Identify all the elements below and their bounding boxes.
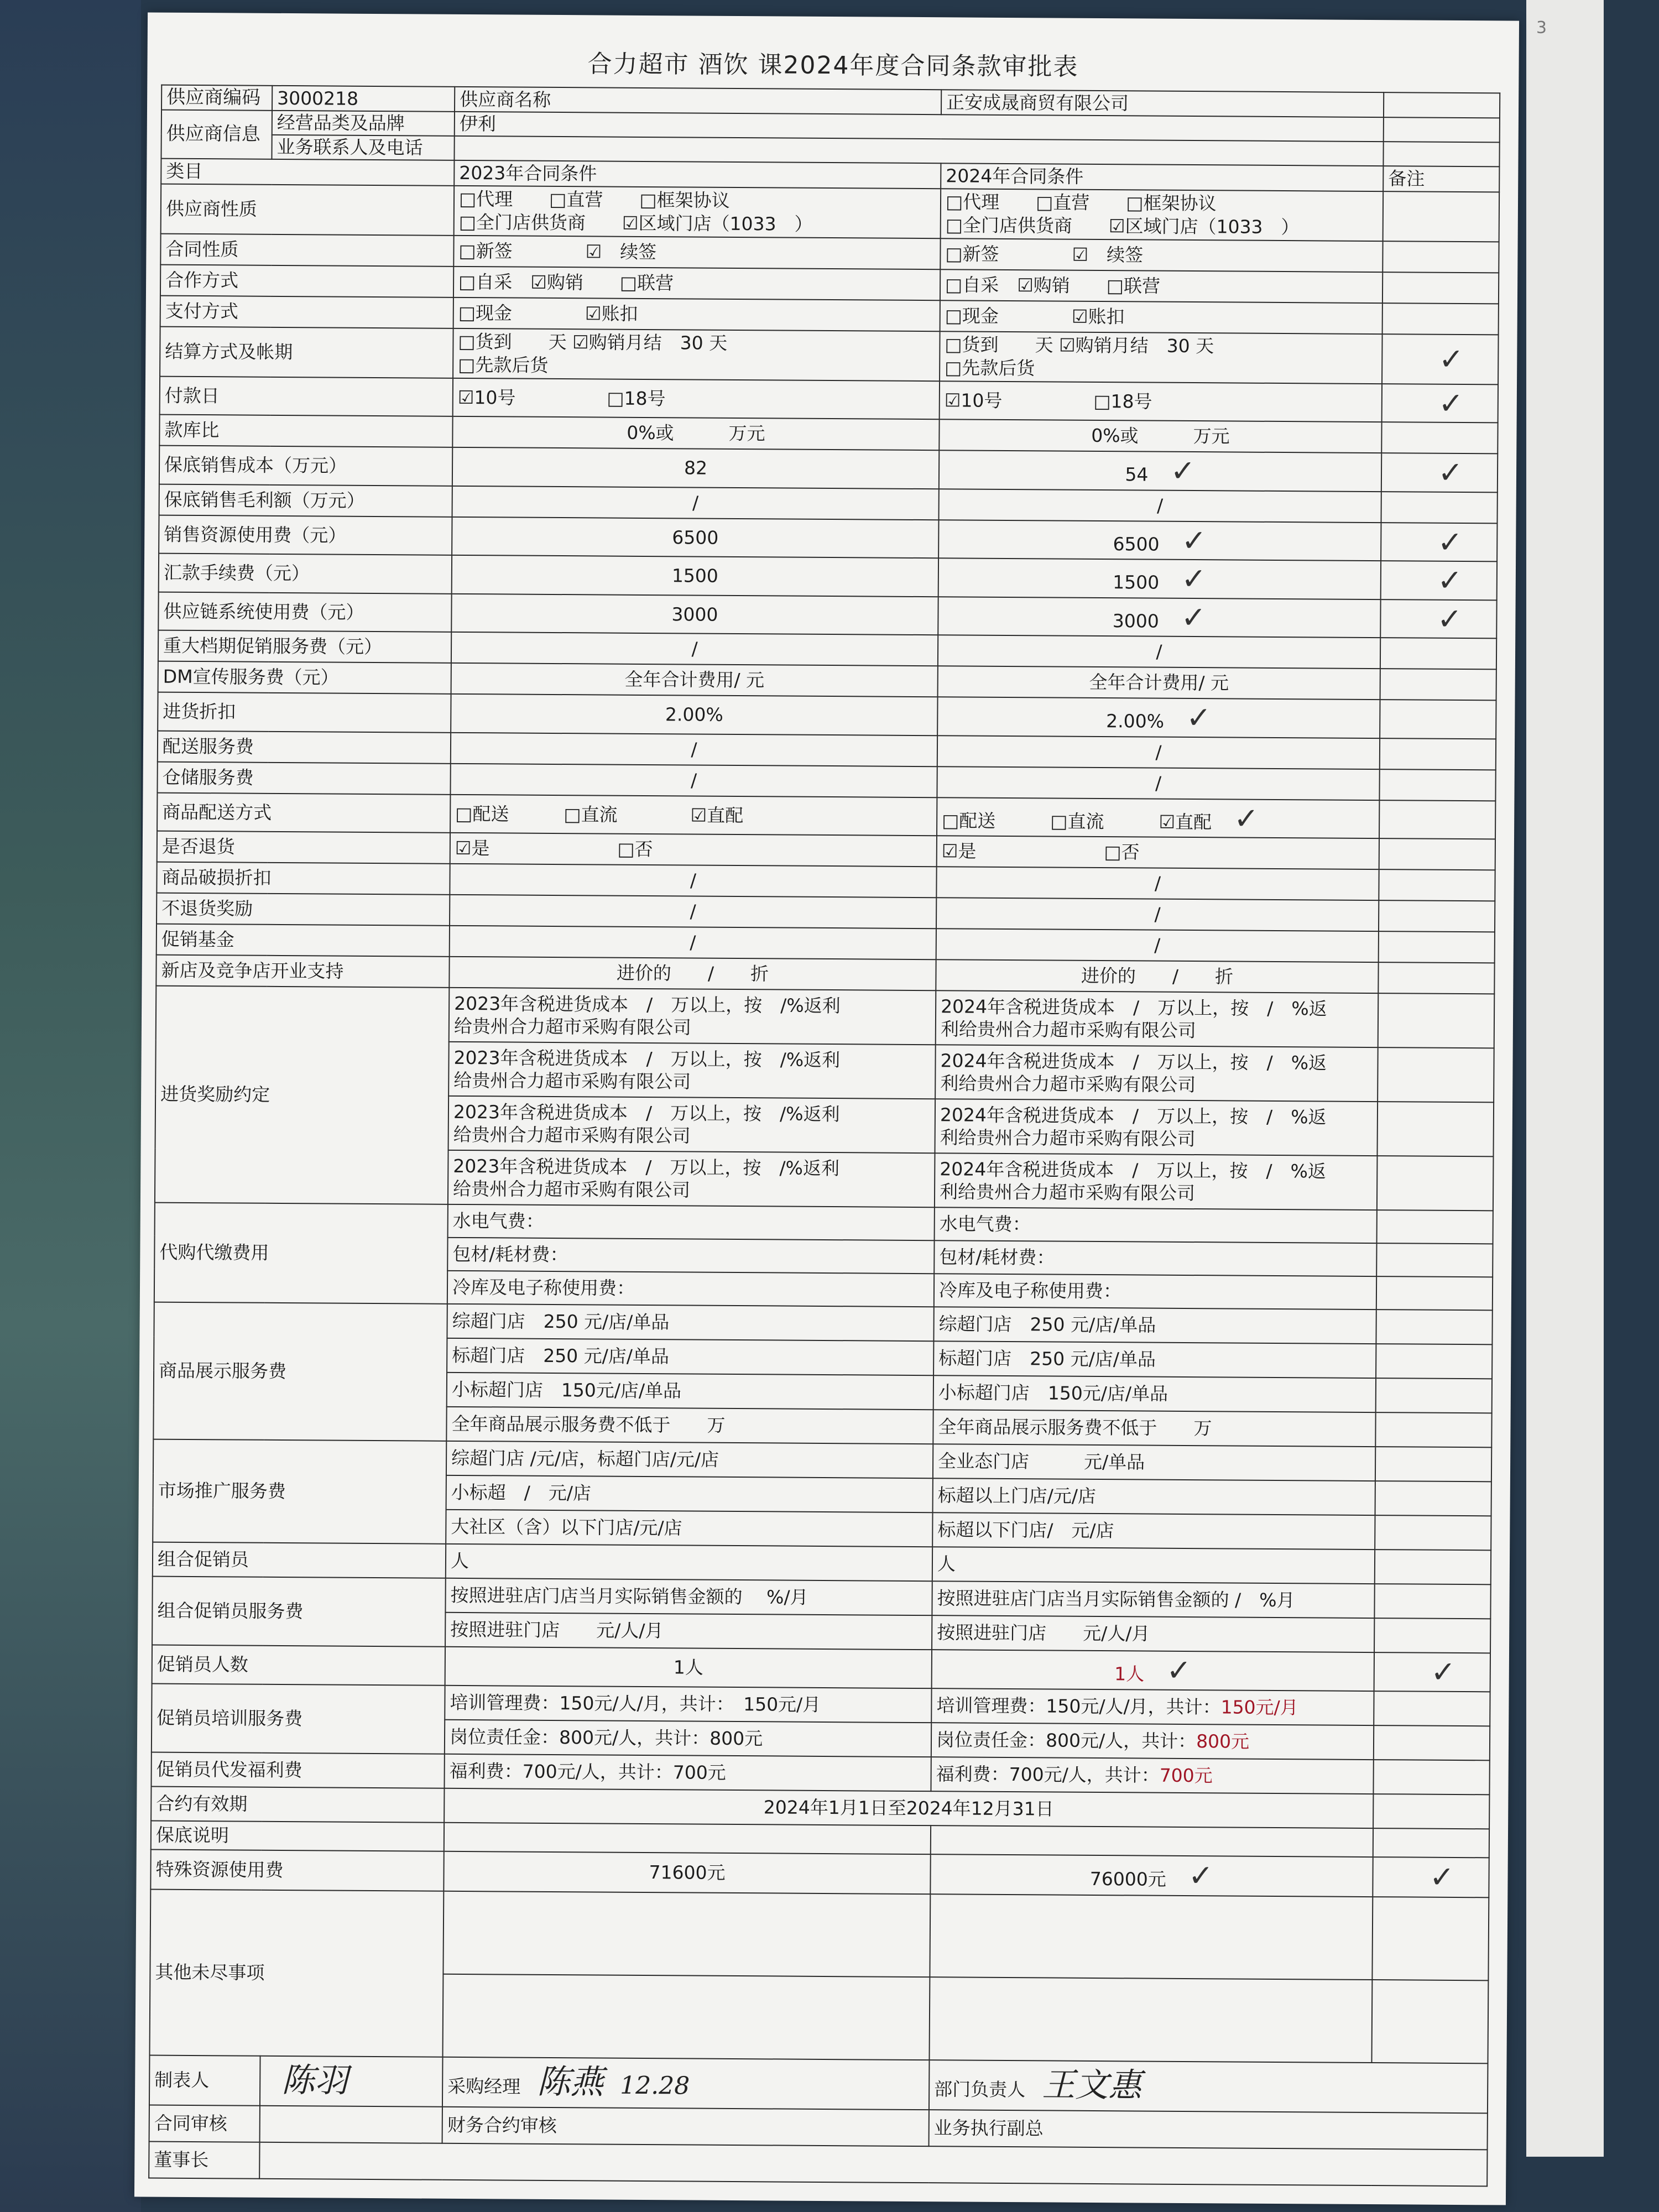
value-2024: 1500 ✓ — [938, 558, 1381, 599]
display-item: 综超门店 250 元/店/单品 — [933, 1307, 1376, 1344]
remark-cell — [1374, 1652, 1490, 1692]
remark-cell — [1383, 303, 1499, 335]
checkmark-icon: ✓ — [1437, 562, 1463, 598]
remark-cell — [1374, 1584, 1490, 1619]
remark-cell — [1376, 1276, 1493, 1310]
audit-label: 合同审核 — [149, 2105, 260, 2142]
remark-cell — [1380, 738, 1496, 770]
value-2024: 进价的 / 折 — [936, 959, 1378, 993]
value-2023 — [443, 1891, 930, 1976]
value-2023: / — [450, 864, 936, 898]
display-item: 全年商品展示服务费不低于 万 — [933, 1410, 1375, 1447]
value-2023: 全年合计费用/ 元 — [451, 663, 938, 697]
nature-2024: □代理 □直营 □框架协议 □全门店供货商 ☑区域门店（1033 ） — [941, 189, 1384, 241]
incentive-row — [156, 986, 1495, 1048]
value-2023: □现金 ☑账扣 — [453, 297, 940, 331]
signature-row — [149, 2141, 1487, 2186]
remark-cell — [1383, 241, 1499, 273]
checkmark-icon: ✓ — [1438, 455, 1463, 491]
checkmark-icon: ✓ — [1438, 341, 1464, 377]
value-2024: / — [936, 898, 1379, 931]
value-2023: 人 — [446, 1544, 932, 1581]
supplier-info-label: 供应商信息 — [161, 109, 272, 159]
settlement-row — [160, 326, 1499, 384]
remark-cell — [1376, 1344, 1492, 1379]
market-item-2023: 综超门店 /元/店，标超门店/元/店 — [446, 1441, 933, 1478]
incentive-2023: 2023年含税进货成本 / 万以上，按 /%返利 给贵州合力超市采购有限公司 — [448, 1042, 936, 1099]
value-2024 — [929, 1977, 1372, 2063]
row-label: 组合促销员服务费 — [152, 1577, 446, 1647]
value-2024: □自采 ☑购销 □联营 — [940, 269, 1383, 303]
value-2023: 2.00% — [451, 694, 937, 735]
market-item-2023: 大社区（含）以下门店/元/店 — [446, 1510, 932, 1547]
approval-form-sheet — [134, 12, 1547, 2205]
remark-cell — [1379, 769, 1495, 801]
stacked-paper-edge — [1526, 0, 1604, 2157]
remark-cell — [1374, 1618, 1490, 1653]
incentive-2024: 2024年含税进货成本 / 万以上，按 / %返 利给贵州合力超市采购有限公司 — [935, 1153, 1378, 1210]
row-label: 商品破损折扣 — [156, 862, 450, 895]
checkmark-icon: ✓ — [1181, 599, 1207, 635]
value-2023: □自采 ☑购销 □联营 — [453, 266, 940, 300]
value-2024: 3000 ✓ — [938, 597, 1380, 638]
remark-cell — [1373, 1857, 1489, 1897]
remark-cell — [1383, 191, 1500, 242]
value-2023: 按照进驻店门店当月实际销售金额的 %/月 — [445, 1578, 932, 1615]
value-2024: 0%或 万元 — [939, 419, 1381, 453]
value-2024: 福利费：700元/人，共计：700元 — [931, 1757, 1373, 1794]
row-label: 促销员人数 — [152, 1645, 445, 1686]
remark-cell — [1373, 1760, 1489, 1794]
value-2023: □配送 □直流 ☑直配 — [450, 794, 937, 836]
row-label: 重大档期促销服务费（元） — [158, 630, 451, 663]
row-label: 结算方式及帐期 — [160, 326, 453, 378]
value-2023: 岗位责任金：800元/人，共计：800元 — [445, 1719, 931, 1756]
value-2024: 1人 ✓ — [932, 1650, 1374, 1691]
checkmark-icon: ✓ — [1233, 800, 1259, 836]
remark-cell — [1379, 838, 1495, 870]
row-label: 保底说明 — [151, 1820, 444, 1851]
dept-cell: 部门负责人 王文惠 — [929, 2060, 1488, 2113]
remark-cell — [1381, 453, 1498, 492]
form-title: 合力超市 酒饮 课2024年度合同条款审批表 — [587, 50, 1079, 81]
checkmark-icon: ✓ — [1170, 453, 1196, 489]
row-label: 特殊资源使用费 — [150, 1849, 444, 1891]
value-2024: 76000元 ✓ — [930, 1854, 1373, 1897]
supplier-name: 正安成晟商贸有限公司 — [941, 90, 1384, 117]
display-label: 商品展示服务费 — [153, 1302, 447, 1441]
row-label: 款库比 — [159, 415, 452, 447]
contact-label: 业务联系人及电话 — [272, 134, 454, 160]
remark-cell — [1383, 272, 1499, 304]
agency-item: 冷库及电子称使用费： — [447, 1271, 934, 1307]
value-2023: / — [451, 632, 938, 666]
value-2024: 人 — [932, 1547, 1375, 1584]
remark-cell — [1381, 523, 1497, 562]
market-item-2024: 全业态门店 元/单品 — [933, 1444, 1375, 1481]
row-label: 付款日 — [160, 376, 453, 416]
agency-item: 冷库及电子称使用费： — [934, 1274, 1376, 1310]
row-label: 保底销售成本（万元） — [159, 446, 452, 486]
row-label: 促销员培训服务费 — [152, 1683, 445, 1754]
maker-label: 制表人 — [149, 2055, 260, 2105]
checkmark-icon: ✓ — [1181, 561, 1207, 597]
value-2024: 按照进驻门店 元/人/月 — [932, 1615, 1374, 1652]
remark-cell — [1377, 1210, 1493, 1244]
row-label: 新店及竞争店开业支持 — [156, 955, 449, 988]
value-2024: / — [938, 635, 1380, 669]
incentive-2023: 2023年含税进货成本 / 万以上，按 /%返利 给贵州合力超市采购有限公司 — [449, 988, 936, 1045]
value-2023: / — [450, 926, 936, 959]
remark-cell — [1376, 1243, 1493, 1277]
row-label: 进货折扣 — [158, 692, 451, 733]
supplier-code-label: 供应商编码 — [161, 85, 272, 111]
col-category: 类目 — [161, 158, 454, 185]
vp-cell: 业务执行副总 — [929, 2110, 1488, 2150]
value-2024: 按照进驻店门店当月实际销售金额的 / %月 — [932, 1581, 1374, 1618]
display-item: 小标超门店 150元/店/单品 — [933, 1375, 1376, 1412]
value-2023: □新签 ☑ 续签 — [453, 235, 940, 269]
chair-signature — [259, 2142, 1487, 2186]
col-2023: 2023年合同条件 — [454, 160, 941, 188]
remark-cell — [1384, 92, 1500, 118]
supplier-nature-row — [161, 184, 1500, 242]
remark-cell — [1374, 1691, 1490, 1726]
checkmark-icon: ✓ — [1186, 700, 1212, 735]
checkmark-icon: ✓ — [1429, 1859, 1455, 1895]
row-label: 其他未尽事项 — [150, 1889, 444, 2057]
approval-table — [148, 85, 1500, 2187]
remark-cell — [1380, 638, 1496, 669]
remark-cell — [1375, 1550, 1491, 1584]
checkmark-icon: ✓ — [1188, 1858, 1214, 1893]
incentive-2024: 2024年含税进货成本 / 万以上，按 / %返 利给贵州合力超市采购有限公司 — [936, 990, 1379, 1047]
row-label: 促销员代发福利费 — [151, 1752, 444, 1788]
remark-cell — [1380, 669, 1496, 700]
row-label: 汇款手续费（元） — [159, 554, 452, 594]
remark-cell — [1376, 1378, 1492, 1413]
display-item: 标超门店 250 元/店/单品 — [447, 1338, 933, 1375]
row-label: 合约有效期 — [151, 1786, 444, 1822]
category-brand: 伊利 — [455, 111, 1384, 141]
incentive-2024: 2024年含税进货成本 / 万以上，按 / %返 利给贵州合力超市采购有限公司 — [935, 1099, 1378, 1156]
remark-cell — [1375, 1515, 1491, 1550]
remark-cell — [1380, 700, 1496, 739]
value-2023: 1500 — [452, 555, 938, 597]
agency-item: 水电气费： — [935, 1207, 1377, 1243]
value-2023 — [444, 1822, 931, 1854]
value-2023: ☑10号 □18号 — [453, 378, 940, 419]
remark-cell — [1373, 1828, 1489, 1858]
value-2023: 82 — [452, 447, 939, 489]
remark-cell — [1380, 599, 1496, 639]
value-2024: ☑10号 □18号 — [940, 381, 1382, 422]
value-2023: 0%或 万元 — [452, 416, 939, 450]
supplier-code: 3000218 — [272, 86, 455, 112]
remark-cell — [1376, 1310, 1492, 1344]
value-2024: / — [937, 766, 1379, 800]
value-2024: / — [936, 867, 1379, 900]
remark-cell — [1383, 142, 1499, 166]
incentive-2023: 2023年含税进货成本 / 万以上，按 /%返利 给贵州合力超市采购有限公司 — [448, 1096, 936, 1153]
remark-cell — [1375, 1412, 1491, 1447]
checkmark-icon: ✓ — [1181, 523, 1207, 558]
value-2024: 54 ✓ — [939, 450, 1381, 491]
row-label: 供应链系统使用费（元） — [158, 592, 451, 632]
remark-cell — [1374, 1725, 1490, 1760]
remark-cell — [1379, 869, 1495, 901]
maker-signature: 陈羽 — [260, 2056, 443, 2106]
audit-signature — [260, 2105, 442, 2143]
category-brand-label: 经营品类及品牌 — [272, 110, 455, 135]
remark-cell — [1382, 384, 1498, 423]
chair-label: 董事长 — [149, 2141, 259, 2178]
remark-cell — [1379, 800, 1495, 839]
display-item: 综超门店 250 元/店/单品 — [447, 1304, 933, 1341]
remark-cell — [1375, 1447, 1491, 1481]
value-2023: 培训管理费：150元/人/月，共计： 150元/月 — [445, 1685, 931, 1722]
term-value: 2024年1月1日至2024年12月31日 — [444, 1788, 1373, 1828]
row-label: 保底销售毛利额（万元） — [159, 484, 452, 517]
col-2024: 2024年合同条件 — [941, 163, 1383, 191]
display-item: 小标超门店 150元/店/单品 — [447, 1373, 933, 1410]
value-2023: / — [451, 732, 937, 766]
incentive-2024: 2024年含税进货成本 / 万以上，按 / %返 利给贵州合力超市采购有限公司 — [935, 1045, 1378, 1102]
row-label: 配送服务费 — [158, 731, 451, 763]
value-2023: 6500 — [452, 517, 938, 558]
row-label: 合作方式 — [160, 264, 453, 297]
incentive-label: 进货奖励约定 — [155, 986, 449, 1204]
settlement-2024: □货到 天 ☑购销月结 30 天 □先款后货 — [940, 331, 1383, 384]
row-label: 商品配送方式 — [157, 792, 450, 833]
value-2024: 2.00% ✓ — [937, 697, 1380, 738]
value-2023: / — [450, 895, 936, 928]
value-2024 — [931, 1825, 1373, 1857]
value-2024: 培训管理费：150元/人/月，共计：150元/月 — [931, 1688, 1374, 1725]
value-2024: / — [936, 928, 1379, 962]
remark-cell — [1378, 1047, 1494, 1102]
row-label: 供应商性质 — [161, 184, 455, 235]
agency-label: 代购代缴费用 — [154, 1203, 448, 1304]
checkmark-icon: ✓ — [1438, 385, 1464, 421]
value-2023: 福利费：700元/人，共计：700元 — [444, 1754, 931, 1791]
remark-cell — [1379, 900, 1495, 932]
remark-cell — [1381, 561, 1497, 600]
value-2024: 全年合计费用/ 元 — [938, 666, 1380, 700]
buyer-cell: 采购经理 陈燕 12.28 — [442, 2057, 930, 2109]
agency-item: 水电气费： — [448, 1204, 935, 1240]
value-2023: / — [450, 763, 937, 797]
market-item-2024: 标超以上门店/元/店 — [933, 1478, 1375, 1515]
value-2024 — [930, 1894, 1373, 1980]
remark-cell — [1382, 334, 1499, 384]
col-remark: 备注 — [1383, 166, 1499, 192]
remark-cell — [1378, 962, 1494, 994]
remark-cell — [1375, 1481, 1491, 1516]
remark-cell — [1371, 1980, 1488, 2063]
agency-item: 包材/耗材费： — [447, 1238, 934, 1274]
row-label: 仓储服务费 — [157, 761, 450, 794]
finance-cell: 财务合约审核 — [442, 2106, 929, 2146]
remark-cell — [1377, 1156, 1494, 1211]
checkmark-icon: ✓ — [1437, 601, 1463, 637]
value-2023: 1人 — [445, 1647, 932, 1688]
remark-cell — [1377, 1102, 1494, 1156]
value-2023: / — [452, 486, 939, 519]
supplier-name-label: 供应商名称 — [455, 87, 941, 114]
checkmark-icon: ✓ — [1166, 1652, 1192, 1688]
value-2023: ☑是 □否 — [450, 833, 937, 867]
row-label: 组合促销员 — [153, 1542, 446, 1578]
incentive-2023: 2023年含税进货成本 / 万以上，按 /%返利 给贵州合力超市采购有限公司 — [448, 1150, 935, 1207]
row-label: 支付方式 — [160, 295, 453, 328]
remark-cell — [1381, 422, 1498, 453]
remark-cell — [1372, 1897, 1489, 1980]
other-row — [150, 1889, 1489, 1980]
value-2024: / — [937, 735, 1380, 769]
row-label: 不退货奖励 — [156, 893, 450, 926]
checkmark-icon: ✓ — [1430, 1654, 1456, 1689]
agency-item: 包材/耗材费： — [934, 1240, 1376, 1276]
value-2023: 3000 — [451, 593, 938, 635]
market-item-2023: 小标超 / 元/店 — [446, 1475, 933, 1512]
row-label: 促销基金 — [156, 924, 450, 957]
value-2024: □新签 ☑ 续签 — [940, 238, 1383, 272]
page-number: 3 — [1536, 18, 1547, 38]
display-item: 全年商品展示服务费不低于 万 — [446, 1407, 933, 1444]
background-left — [0, 0, 141, 2212]
row-label: 是否退货 — [157, 831, 450, 864]
checkmark-icon: ✓ — [1437, 524, 1463, 560]
row-label: 合同性质 — [160, 233, 453, 266]
row-label: DM宣传服务费（元） — [158, 661, 451, 694]
value-2024: □配送 □直流 ☑直配 ✓ — [937, 797, 1379, 838]
value-2023: 71600元 — [444, 1851, 930, 1893]
value-2023: 进价的 / 折 — [449, 957, 936, 990]
value-2024: ☑是 □否 — [937, 836, 1379, 869]
signature-row — [149, 2055, 1488, 2113]
value-2024: 岗位责任金：800元/人，共计：800元 — [931, 1723, 1374, 1760]
row-label: 销售资源使用费（元） — [159, 515, 452, 555]
value-2024: / — [939, 489, 1381, 523]
settlement-2023: □货到 天 ☑购销月结 30 天 □先款后货 — [453, 328, 940, 380]
value-2024: □现金 ☑账扣 — [940, 300, 1383, 334]
market-item-2024: 标超以下门店/ 元/店 — [932, 1512, 1375, 1550]
nature-2023: □代理 □直营 □框架协议 □全门店供货商 ☑区域门店（1033 ） — [454, 185, 941, 238]
remark-cell — [1373, 1794, 1489, 1829]
remark-cell — [1381, 492, 1497, 523]
market-label: 市场推广服务费 — [153, 1439, 446, 1544]
remark-cell — [1378, 993, 1495, 1048]
value-2024: 6500 ✓ — [938, 520, 1381, 561]
value-2023: 按照进驻门店 元/人/月 — [445, 1613, 932, 1650]
remark-cell — [1384, 117, 1500, 142]
remark-cell — [1379, 931, 1495, 963]
display-item: 标超门店 250 元/店/单品 — [933, 1341, 1376, 1378]
value-2023 — [443, 1974, 930, 2059]
